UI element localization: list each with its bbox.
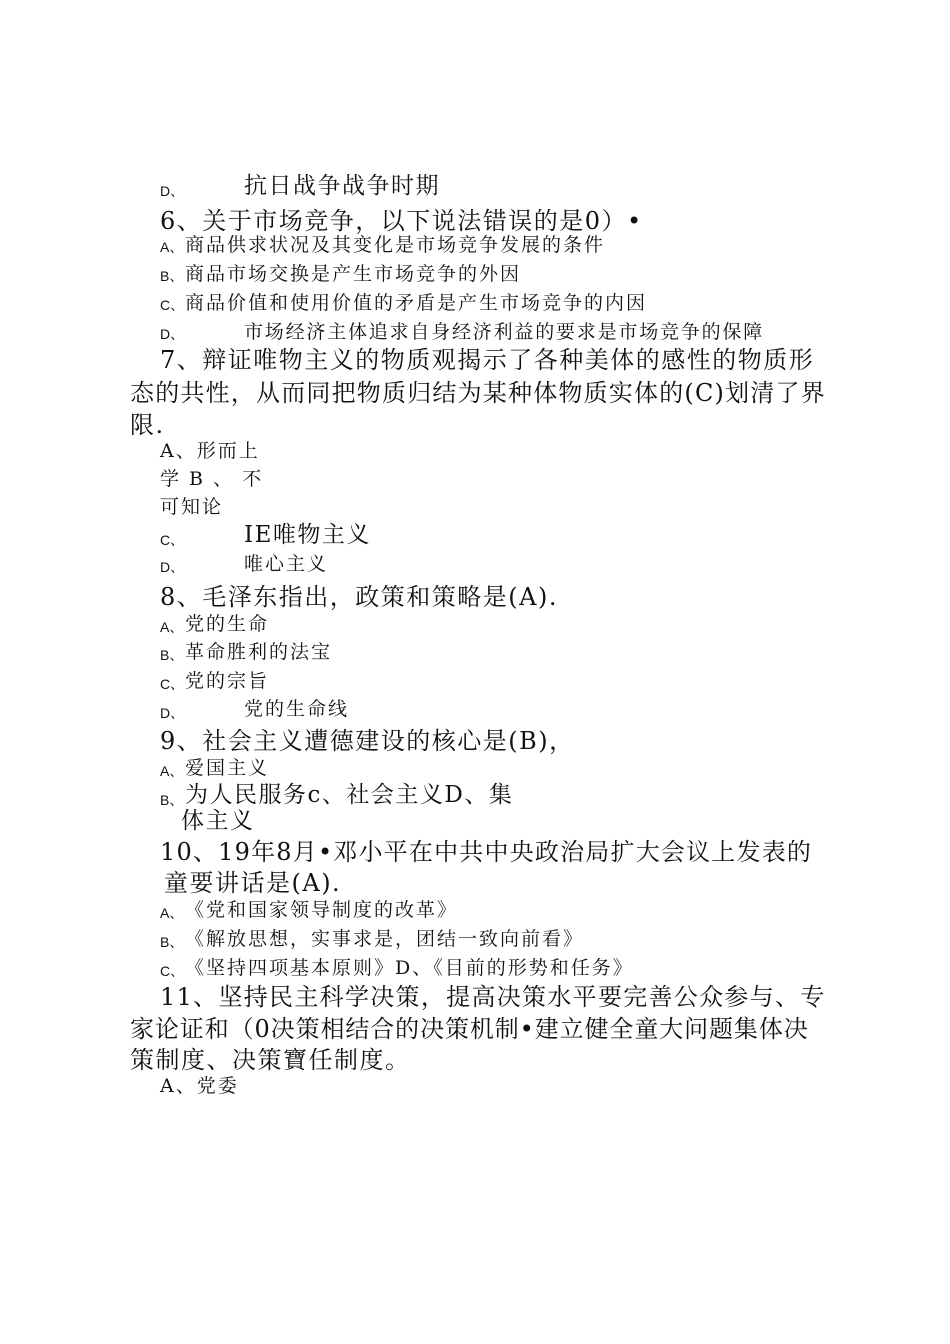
option-letter: D、 (160, 183, 185, 199)
question-7: 7、辩证唯物主义的物质观揭示了各种美体的感性的物质形 (160, 346, 815, 374)
option-letter: C、 (160, 963, 185, 979)
option-text: 党的生命 (185, 613, 270, 635)
option-text: 市场经济主体追求自身经济利益的要求是市场竞争的保障 (244, 321, 765, 343)
option-text: 爱国主义 (185, 757, 270, 779)
option-letter: B、 (160, 268, 184, 284)
option-letter: A、 (160, 619, 184, 635)
question-7-cont: 限. (130, 411, 165, 439)
option-text: 商品价值和使用价值的矛盾是产生市场竞争的内因 (185, 292, 648, 314)
option-text: 可知论 (160, 496, 224, 518)
question-11-cont: 家论证和（0决策相结合的决策机制•建立健全童大问题集体决 (130, 1015, 809, 1043)
question-11-cont: 策制度、决策寶任制度。 (130, 1046, 411, 1074)
option-text: 商品供求状况及其变化是市场竞争发展的条件 (185, 234, 606, 256)
option-letter: B、 (160, 647, 184, 663)
question-11: 11、坚持民主科学决策，提高决策水平要完善公众参与、专 (160, 983, 826, 1011)
question-9: 9、社会主义遭德建设的核心是(B)， (160, 727, 575, 755)
option-text: 《党和国家领导制度的改革》 (185, 899, 459, 921)
option-letter: D、 (160, 705, 185, 721)
option-text: A、形而上 (160, 440, 260, 462)
option-text: 抗日战争战争时期 (244, 173, 440, 199)
option-text: IE唯物主义 (244, 522, 371, 548)
option-text: 商品市场交换是产生市场竞争的外因 (185, 263, 522, 285)
option-text: 党的宗旨 (185, 670, 270, 692)
option-text: A、党委 (160, 1075, 239, 1097)
option-text: 党的生命线 (244, 698, 350, 720)
option-text: 革命胜利的法宝 (185, 641, 333, 663)
question-8: 8、毛泽东指出，政策和策略是(A). (160, 583, 558, 611)
question-10: 10、19年8月•邓小平在中共中央政治局扩大会议上发表的 (160, 838, 813, 866)
option-text: 为人民服务c、社会主义D、集 (185, 782, 514, 808)
option-letter: A、 (160, 239, 184, 255)
option-letter: B、 (160, 934, 184, 950)
option-letter: C、 (160, 532, 185, 548)
option-text: 唯心主义 (244, 553, 329, 575)
option-letter: D、 (160, 559, 185, 575)
question-6: 6、关于市场竞争，以下说法错误的是0）• (160, 207, 643, 235)
option-letter: B、 (160, 792, 184, 808)
option-text: 《坚持四项基本原则》D、《目前的形势和任务》 (185, 957, 634, 979)
option-letter: A、 (160, 905, 184, 921)
question-7-cont: 态的共性，从而同把物质归结为某种体物质实体的(C)划清了界 (130, 379, 826, 407)
option-letter: C、 (160, 297, 185, 313)
option-text: 《解放思想，实事求是，团结一致向前看》 (185, 928, 585, 950)
option-text: 学 B 、 不 (160, 468, 264, 490)
option-letter: C、 (160, 676, 185, 692)
option-letter: D、 (160, 326, 185, 342)
option-text: 体主义 (181, 808, 255, 834)
question-10-cont: 童要讲话是(A). (164, 869, 342, 897)
option-letter: A、 (160, 763, 184, 779)
